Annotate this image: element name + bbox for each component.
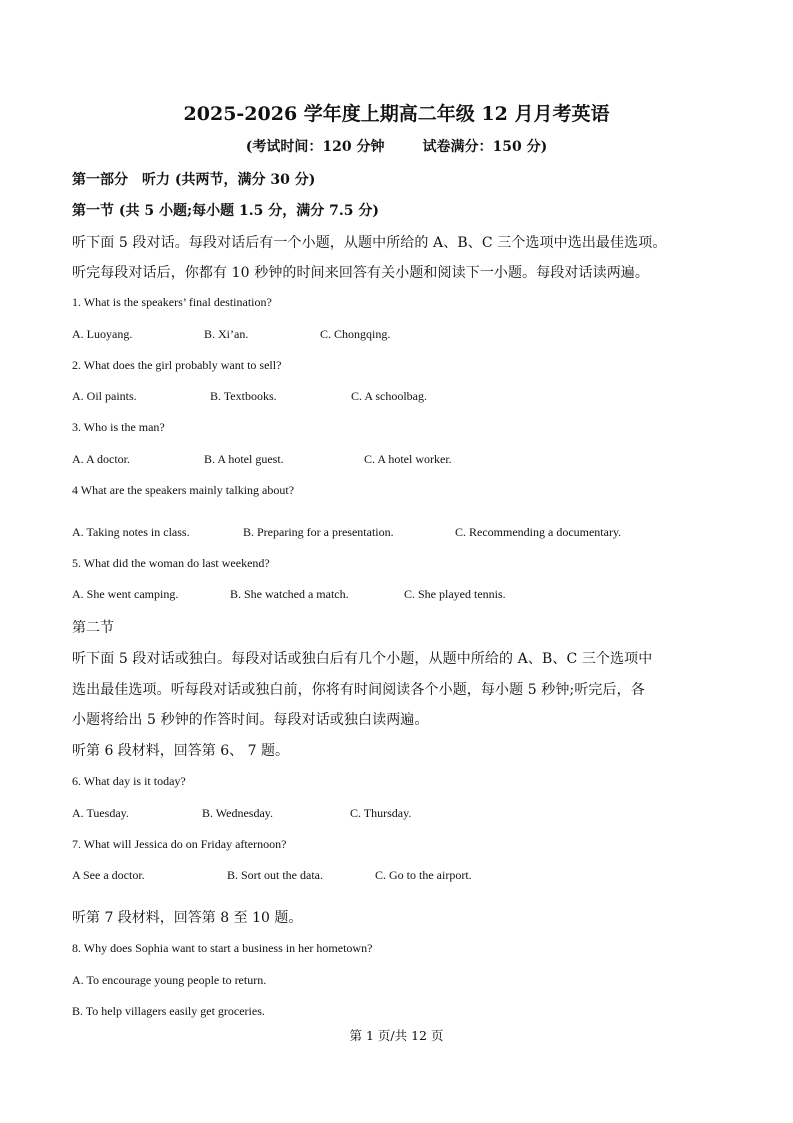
question-5: 5. What did the woman do last weekend? [72, 556, 270, 570]
question-7-option-c: C. Go to the airport. [375, 868, 472, 882]
question-2: 2. What does the girl probably want to sell? [72, 358, 282, 372]
section2-instruction-line3: 小题将给出 5 秒钟的作答时间。每段对话或独白读两遍。 [72, 712, 429, 728]
section2-instruction-line1: 听下面 5 段对话或独白。每段对话或独白后有几个小题，从题中所给的 A、B、C 三个选项中 [72, 651, 653, 667]
question-6-option-b: B. Wednesday. [202, 806, 274, 820]
question-2-option-b: B. Textbooks. [210, 389, 277, 403]
question-2-option-c: C. A schoolbag. [351, 389, 428, 403]
exam-time: (考试时间：120 分钟 [245, 139, 385, 155]
question-2-option-a: A. Oil paints. [72, 389, 137, 403]
material-7-heading: 听第 7 段材料，回答第 8 至 10 题。 [72, 910, 303, 926]
question-1: 1. What is the speakers’ final destination? [72, 295, 272, 309]
question-1-option-a: A. Luoyang. [72, 327, 133, 341]
section1-heading: 第一节 (共 5 小题;每小题 1.5 分，满分 7.5 分) [72, 203, 379, 219]
question-4: 4 What are the speakers mainly talking about? [72, 483, 295, 497]
question-3: 3. Who is the man? [72, 420, 165, 434]
question-6-option-c: C. Thursday. [350, 806, 412, 820]
question-1-option-c: C. Chongqing. [320, 327, 391, 341]
question-5-option-b: B. She watched a match. [230, 587, 349, 601]
section2-heading: 第二节 [72, 620, 114, 636]
question-3-option-a: A. A doctor. [72, 452, 131, 466]
question-6: 6. What day is it today? [72, 774, 186, 788]
question-7-option-b: B. Sort out the data. [227, 868, 323, 882]
question-3-option-b: B. A hotel guest. [204, 452, 284, 466]
question-3-option-c: C. A hotel worker. [364, 452, 452, 466]
question-5-option-a: A. She went camping. [72, 587, 179, 601]
question-7: 7. What will Jessica do on Friday afternoon? [72, 837, 287, 851]
section1-instruction-line2: 听完每段对话后，你都有 10 秒钟的时间来回答有关小题和阅读下一小题。每段对话读两遍。 [72, 265, 650, 281]
question-4-option-c: C. Recommending a documentary. [455, 525, 622, 539]
question-5-option-c: C. She played tennis. [404, 587, 506, 601]
material-6-heading: 听第 6 段材料，回答第 6、 7 题。 [72, 743, 289, 759]
question-8-option-b: B. To help villagers easily get groceries. [72, 1004, 265, 1018]
question-4-option-b: B. Preparing for a presentation. [243, 525, 394, 539]
question-1-option-b: B. Xi’an. [204, 327, 249, 341]
question-7-option-a: A See a doctor. [72, 868, 145, 882]
exam-info [0, 136, 793, 156]
exam-score: 试卷满分：150 分) [422, 139, 548, 155]
question-8-option-a: A. To encourage young people to return. [72, 973, 267, 987]
page-number: 第 1 页/共 12 页 [349, 1028, 444, 1043]
question-8: 8. Why does Sophia want to start a business in her hometown? [72, 941, 373, 955]
page-title: 2025-2026 学年度上期高二年级 12 月月考英语 [183, 103, 610, 125]
question-6-option-a: A. Tuesday. [72, 806, 129, 820]
question-4-option-a: A. Taking notes in class. [72, 525, 190, 539]
section2-instruction-line2: 选出最佳选项。听每段对话或独白前，你将有时间阅读各个小题，每小题 5 秒钟;听完后，各 [72, 682, 645, 698]
section1-instruction-line1: 听下面 5 段对话。每段对话后有一个小题，从题中所给的 A、B、C 三个选项中选出最佳选项。 [72, 235, 667, 251]
part1-heading: 第一部分 听力 (共两节，满分 30 分) [72, 172, 316, 188]
